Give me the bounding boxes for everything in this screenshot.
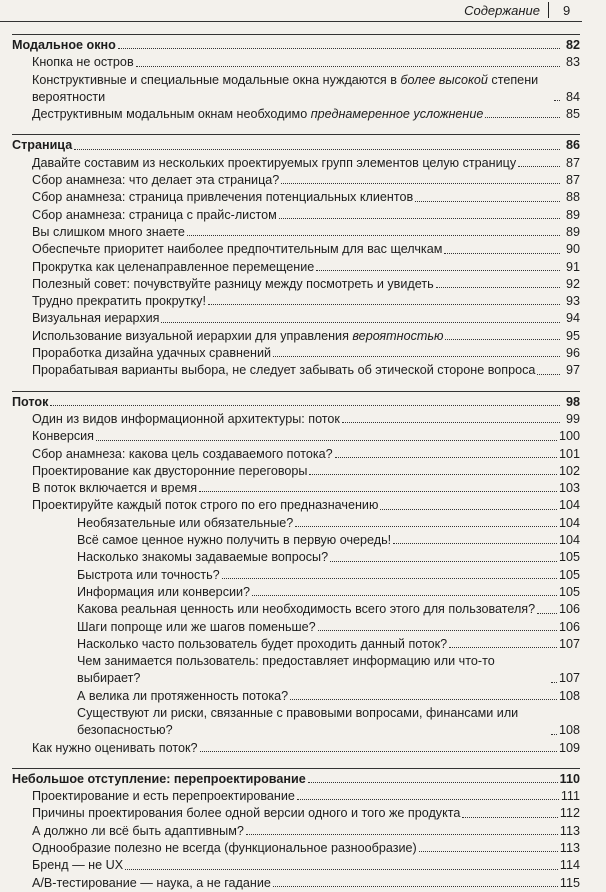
header-rule <box>0 21 582 22</box>
toc-entry <box>12 224 580 241</box>
toc-subentry-title: Шаги попроще или же шагов поменьше? <box>77 619 316 634</box>
toc-subentry-page-number: 105 <box>558 550 580 565</box>
toc-subentry <box>12 705 580 740</box>
toc-section <box>12 34 580 123</box>
toc-entry-page-number: 92 <box>565 276 580 291</box>
toc-entry-title: Как нужно оценивать поток? <box>32 740 198 755</box>
dot-leader <box>136 66 560 67</box>
toc-entry-title: Деструктивным модальным окнам необходимо преднамеренное усложнение <box>32 107 484 122</box>
running-head-page-number: 9 <box>563 3 571 18</box>
dot-leader <box>518 166 560 167</box>
dot-leader <box>273 356 560 357</box>
dot-leader <box>252 595 557 596</box>
dot-leader <box>449 647 557 648</box>
toc-chapter-heading-page-number: 110 <box>559 771 580 786</box>
toc-entry-page-number: 115 <box>559 875 580 890</box>
toc-entry-title: Один из видов информационной архитектуры: поток <box>32 411 340 426</box>
toc-entry-page-number: 100 <box>558 429 580 444</box>
toc-entry <box>12 875 580 892</box>
toc-subentry-title: Какова реальная ценность или необходимость всего этого для пользователя? <box>77 602 536 617</box>
toc-entry-title: Сбор анамнеза: что делает эта страница? <box>32 173 280 188</box>
toc-entry-page-number: 113 <box>559 841 580 856</box>
toc-entry-title: Кнопка не остров <box>32 55 134 70</box>
dot-leader <box>318 630 557 631</box>
toc-entry <box>12 345 580 362</box>
header-separator <box>548 2 549 18</box>
toc-subentry-title: А велика ли протяженность потока? <box>77 688 289 703</box>
toc-subentry <box>12 515 580 532</box>
toc-entry-page-number: 84 <box>565 89 580 104</box>
dot-leader <box>161 322 560 323</box>
toc-entry <box>12 823 580 840</box>
toc-entry-title: Обеспечьте приоритет наиболее предпочтительным для вас щелчкам <box>32 242 443 257</box>
toc-entry-page-number: 91 <box>565 259 580 274</box>
toc-entry-page-number: 93 <box>565 294 580 309</box>
toc-subentry-page-number: 108 <box>558 723 580 738</box>
toc-entry <box>12 480 580 497</box>
toc-entry <box>12 54 580 71</box>
toc-entry-page-number: 102 <box>558 463 580 478</box>
dot-leader <box>297 799 559 800</box>
toc-entry <box>12 840 580 857</box>
toc-entry-page-number: 95 <box>565 328 580 343</box>
toc-chapter-heading <box>12 771 580 788</box>
toc-entry <box>12 189 580 206</box>
toc-subentry-title: Существуют ли риски, связанные с правовыми вопросами, финансами или безопасностью? <box>77 705 519 738</box>
dot-leader <box>125 869 558 870</box>
dot-leader <box>436 287 560 288</box>
toc-entry-page-number: 87 <box>565 173 580 188</box>
toc-entry-page-number: 89 <box>565 224 580 239</box>
toc-entry-page-number: 101 <box>558 446 580 461</box>
dot-leader <box>309 474 557 475</box>
toc-entry <box>12 241 580 258</box>
toc-subentry-title: Чем занимается пользователь: предоставляет информацию или что-то выбирает? <box>77 654 495 686</box>
dot-leader <box>281 183 560 184</box>
toc-subentry <box>12 549 580 566</box>
toc-subentry-title: Насколько знакомы задаваемые вопросы? <box>77 550 329 565</box>
dot-leader <box>551 734 557 735</box>
toc-entry <box>12 362 580 379</box>
toc-subentry-page-number: 106 <box>558 619 580 634</box>
toc-subentry-page-number: 108 <box>558 688 580 703</box>
toc-entry-page-number: 103 <box>558 481 580 496</box>
toc-subentry <box>12 532 580 549</box>
toc-entry-page-number: 112 <box>559 806 580 821</box>
toc-subentry-title: Информация или конверсии? <box>77 584 251 599</box>
toc-entry <box>12 72 580 107</box>
toc-entry <box>12 740 580 757</box>
toc-entry <box>12 310 580 327</box>
dot-leader <box>444 253 560 254</box>
toc-entry-title: Конверсия <box>32 429 95 444</box>
toc-section <box>12 391 580 757</box>
toc-chapter-heading <box>12 137 580 154</box>
toc-subentry-title: Насколько часто пользователь будет проходить данный поток? <box>77 636 448 651</box>
dot-leader <box>393 543 557 544</box>
dot-leader <box>380 509 557 510</box>
dot-leader <box>551 682 557 683</box>
toc-entry-title: Давайте составим из нескольких проектируемых групп элементов целую страницу <box>32 155 517 170</box>
toc-entry-page-number: 114 <box>559 858 580 873</box>
toc-subentry-title: Быстрота или точность? <box>77 567 220 582</box>
toc-entry <box>12 155 580 172</box>
table-of-contents <box>12 34 580 892</box>
toc-entry-title: Проектирование как двусторонние переговоры <box>32 463 308 478</box>
running-head-title: Содержание <box>464 3 540 18</box>
toc-chapter-heading-title: Модальное окно <box>12 38 116 52</box>
toc-entry <box>12 172 580 189</box>
toc-subentry-title: Всё самое ценное нужно получить в первую очередь! <box>77 533 392 548</box>
dot-leader <box>208 304 560 305</box>
toc-entry-page-number: 83 <box>565 55 580 70</box>
toc-entry-page-number: 104 <box>558 498 580 513</box>
toc-entry-title: Проектируйте каждый поток строго по его предназначению <box>32 498 379 513</box>
toc-entry-title: А должно ли всё быть адаптивным? <box>32 823 244 838</box>
dot-leader <box>415 201 560 202</box>
toc-entry <box>12 446 580 463</box>
toc-entry-title: Полезный совет: почувствуйте разницу между посмотреть и увидеть <box>32 276 434 291</box>
dot-leader <box>279 218 560 219</box>
toc-entry <box>12 411 580 428</box>
toc-subentry <box>12 688 580 705</box>
toc-entry-title: Прокрутка как целенаправленное перемещение <box>32 259 315 274</box>
toc-chapter-heading-page-number: 98 <box>565 394 580 409</box>
dot-leader <box>295 526 557 527</box>
toc-entry-title: Конструктивные и специальные модальные окна нуждаются в более высокой степени вероятности <box>32 72 539 104</box>
toc-subentry-page-number: 104 <box>558 515 580 530</box>
toc-entry-page-number: 96 <box>565 346 580 361</box>
toc-entry-title: Причины проектирования более одной версии одного и того же продукта <box>32 806 461 821</box>
toc-entry <box>12 428 580 445</box>
dot-leader <box>96 440 557 441</box>
page-header <box>0 0 606 22</box>
toc-chapter-heading-title: Поток <box>12 394 49 409</box>
toc-entry-title: Прорабатывая варианты выбора, не следует забывать об этической стороне вопроса <box>32 363 536 378</box>
toc-chapter-heading-page-number: 82 <box>565 38 580 52</box>
toc-entry <box>12 463 580 480</box>
toc-section <box>12 134 580 379</box>
dot-leader <box>290 699 557 700</box>
toc-entry-page-number: 85 <box>565 107 580 122</box>
dot-leader <box>316 270 560 271</box>
toc-subentry-page-number: 106 <box>558 602 580 617</box>
toc-entry <box>12 328 580 345</box>
dot-leader <box>200 751 557 752</box>
dot-leader <box>308 782 558 783</box>
dot-leader <box>273 886 558 887</box>
toc-entry <box>12 259 580 276</box>
toc-entry-page-number: 113 <box>559 823 580 838</box>
toc-chapter-heading <box>12 394 580 411</box>
toc-subentry-page-number: 107 <box>558 671 580 686</box>
toc-entry-page-number: 90 <box>565 242 580 257</box>
toc-subentry-title: Необязательные или обязательные? <box>77 515 294 530</box>
dot-leader <box>462 817 558 818</box>
dot-leader <box>246 834 558 835</box>
dot-leader <box>537 613 557 614</box>
dot-leader <box>445 339 560 340</box>
toc-entry <box>12 788 580 805</box>
toc-entry-title: Проектирование и есть перепроектирование <box>32 789 295 804</box>
toc-entry-page-number: 94 <box>565 311 580 326</box>
toc-subentry-page-number: 104 <box>558 533 580 548</box>
toc-chapter-heading-title: Небольшое отступление: перепроектирование <box>12 771 306 786</box>
toc-entry <box>12 805 580 822</box>
dot-leader <box>74 149 560 150</box>
dot-leader <box>222 578 557 579</box>
dot-leader <box>335 457 557 458</box>
toc-entry-title: Визуальная иерархия <box>32 311 160 326</box>
toc-subentry <box>12 584 580 601</box>
toc-entry-title: Трудно прекратить прокрутку! <box>32 294 206 309</box>
toc-entry-page-number: 87 <box>565 155 580 170</box>
dot-leader <box>50 405 560 406</box>
toc-entry <box>12 207 580 224</box>
toc-subentry-page-number: 105 <box>558 584 580 599</box>
toc-entry-page-number: 111 <box>560 789 580 804</box>
toc-chapter-heading-title: Страница <box>12 138 73 153</box>
toc-subentry <box>12 567 580 584</box>
toc-subentry-page-number: 107 <box>558 636 580 651</box>
dot-leader <box>330 561 557 562</box>
dot-leader <box>485 117 560 118</box>
dot-leader <box>537 374 560 375</box>
toc-entry-page-number: 88 <box>565 190 580 205</box>
toc-subentry-page-number: 105 <box>558 567 580 582</box>
toc-entry-title: Бренд — не UX <box>32 858 124 873</box>
dot-leader <box>118 48 560 49</box>
toc-subentry <box>12 619 580 636</box>
toc-entry <box>12 497 580 514</box>
toc-subentry <box>12 601 580 618</box>
toc-chapter-heading <box>12 37 580 54</box>
toc-entry-title: A/B-тестирование — наука, а не гадание <box>32 875 271 890</box>
toc-entry <box>12 857 580 874</box>
toc-chapter-heading-page-number: 86 <box>565 138 580 153</box>
toc-entry-title: Сбор анамнеза: страница привлечения потенциальных клиентов <box>32 190 414 205</box>
toc-entry-page-number: 109 <box>558 740 580 755</box>
dot-leader <box>554 100 560 101</box>
toc-entry-title: Сбор анамнеза: страница с прайс-листом <box>32 207 277 222</box>
toc-entry-page-number: 99 <box>565 411 580 426</box>
toc-entry-title: Сбор анамнеза: какова цель создаваемого потока? <box>32 446 333 461</box>
toc-section <box>12 768 580 892</box>
toc-entry-page-number: 89 <box>565 207 580 222</box>
toc-entry-title: В поток включается и время <box>32 481 198 496</box>
toc-entry-title: Вы слишком много знаете <box>32 224 185 239</box>
dot-leader <box>419 851 558 852</box>
toc-subentry <box>12 636 580 653</box>
toc-entry <box>12 276 580 293</box>
toc-subentry <box>12 653 580 688</box>
toc-entry <box>12 106 580 123</box>
toc-entry <box>12 293 580 310</box>
dot-leader <box>199 491 557 492</box>
toc-entry-page-number: 97 <box>565 363 580 378</box>
dot-leader <box>342 422 560 423</box>
toc-entry-title: Проработка дизайна удачных сравнений <box>32 346 272 361</box>
toc-entry-title: Использование визуальной иерархии для управления вероятностью <box>32 328 444 343</box>
dot-leader <box>187 235 560 236</box>
toc-entry-title: Однообразие полезно не всегда (функциональное разнообразие) <box>32 841 417 856</box>
